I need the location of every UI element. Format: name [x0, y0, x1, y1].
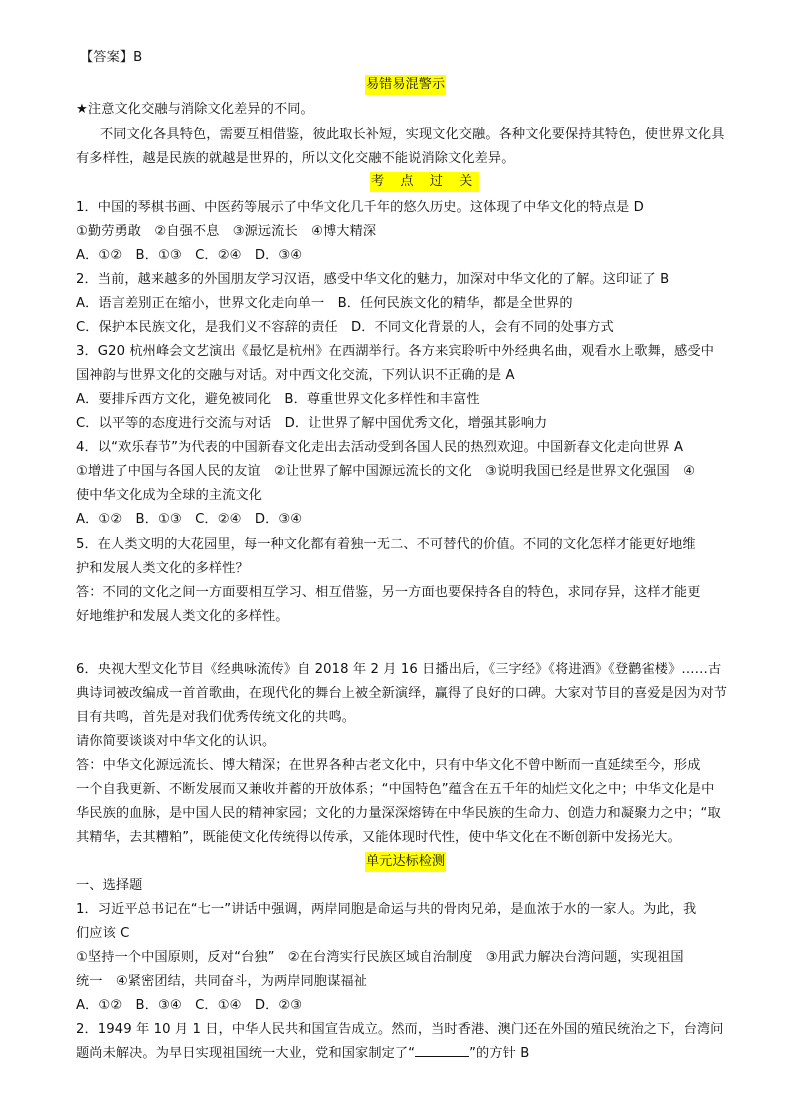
answer-6-cont: 其精华，去其糟粕”，既能使文化传统得以传承，又能体现时代性，使中华文化在不断创新中发扬光大。 [76, 830, 681, 845]
answer-6-cont: 一个自我更新、不断发展而又兼收并蓄的开放体系；“中国特色”蕴含在五千年的灿烂文化之中；中华文化是中 [76, 782, 715, 797]
test-question-1-options-numbered: ①坚持一个中国原则，反对“台独” ②在台湾实行民族区域自治制度 ③用武力解决台湾问题，实现祖国 [76, 950, 684, 965]
section-title-mistakes: 易错易混警示 [365, 75, 446, 95]
question-5-cont: 护和发展人类文化的多样性？ [76, 561, 249, 576]
question-1-choices: A．①② B．①③ C．②④ D．③④ [76, 248, 303, 263]
section-title-unit-test: 单元达标检测 [365, 852, 446, 872]
question-1: 1．中国的琴棋书画、中医药等展示了中华文化几千年的悠久历史。这体现了中华文化的特点是 D [76, 200, 644, 215]
answer-5-cont: 好地维护和发展人类文化的多样性。 [76, 609, 289, 624]
answer-6: 答：中华文化源远流长、博大精深；在世界各种古老文化中，只有中华文化不曾中断而一直延续至今，形成 [76, 758, 701, 773]
question-3-cont: 国神韵与世界文化的交融与对话。对中西文化交流，下列认识不正确的是 A [76, 368, 515, 383]
question-1-options-numbered: ①勤劳勇敢 ②自强不息 ③源远流长 ④博大精深 [76, 224, 377, 239]
test-question-1-cont: 们应该 C [76, 926, 130, 941]
question-5: 5．在人类文明的大花园里，每一种文化都有着独一无二、不可替代的价值。不同的文化怎样才能更好地维 [76, 537, 696, 552]
question-3-choices-ab: A．要排斥西方文化，避免被同化 B．尊重世界文化多样性和丰富性 [76, 392, 480, 407]
question-6-prompt: 请你简要谈谈对中华文化的认识。 [76, 734, 276, 749]
question-4: 4．以“欢乐春节”为代表的中国新春文化走出去活动受到各国人民的热烈欢迎。中国新春文化走向世界 A [76, 440, 684, 455]
test-question-2: 2．1949 年 10 月 1 日，中华人民共和国宣告成立。然而，当时香港、澳门还在外国的殖民统治之下，台湾问 [76, 1022, 724, 1037]
question-6: 6．央视大型文化节目《经典咏流传》自 2018 年 2 月 16 日播出后，《三字经》《将进酒》《登鹳雀楼》……古 [76, 662, 722, 677]
question-6-cont: 目有共鸣，首先是对我们优秀传统文化的共鸣。 [76, 710, 356, 725]
test-question-2-text: 题尚未解决。为早日实现祖国统一大业，党和国家制定了“ [76, 1046, 416, 1061]
answer-6-cont: 华民族的血脉，是中国人民的精神家园；文化的力量深深熔铸在中华民族的生命力、创造力和凝聚力之中；“取 [76, 806, 721, 821]
fill-in-blank [415, 1044, 469, 1057]
question-4-choices: A．①② B．①③ C．②④ D．③④ [76, 512, 303, 527]
test-question-2-tail: ”的方针 B [469, 1046, 530, 1061]
question-6-cont: 典诗词被改编成一首首歌曲，在现代化的舞台上被全新演绎，赢得了良好的口碑。大家对节目的喜爱是因为对节 [76, 686, 728, 701]
answer-line: 【答案】B [80, 50, 143, 65]
question-2-choices-ab: A．语言差别正在缩小，世界文化走向单一 B．任何民族文化的精华，都是全世界的 [76, 296, 573, 311]
answer-5: 答：不同的文化之间一方面要相互学习、相互借鉴，另一方面也要保持各自的特色，求同存异，这样才能更 [76, 585, 701, 600]
question-3-choices-cd: C．以平等的态度进行交流与对话 D．让世界了解中国优秀文化，增强其影响力 [76, 416, 548, 431]
question-4-options-cont: 使中华文化成为全球的主流文化 [76, 488, 263, 503]
question-4-options-numbered: ①增进了中国与各国人民的友谊 ②让世界了解中国源远流长的文化 ③说明我国已经是世界文化强国 ④ [76, 464, 696, 479]
test-question-2-cont [76, 1044, 736, 1064]
text-line: ★注意文化交融与消除文化差异的不同。 [76, 102, 314, 117]
question-3: 3．G20 杭州峰会文艺演出《最忆是杭州》在西湖举行。各方来宾聆听中外经典名曲，观看水上歌舞，感受中 [76, 344, 715, 359]
test-question-1-choices: A．①② B．③④ C．①④ D．②③ [76, 998, 303, 1013]
section-title-exam-points: 考 点 过 关 [370, 172, 479, 192]
test-question-1-options-cont: 统一 ④紧密团结，共同奋斗，为两岸同胞谋福祉 [76, 974, 367, 989]
text-line: 有多样性，越是民族的就越是世界的，所以文化交融不能说消除文化差异。 [76, 151, 515, 166]
question-2: 2．当前，越来越多的外国朋友学习汉语，感受中华文化的魅力，加深对中华文化的了解。这印证了 B [76, 272, 670, 287]
subsection-title: 一、选择题 [76, 878, 143, 893]
test-question-1: 1．习近平总书记在“七一”讲话中强调，两岸同胞是命运与共的骨肉兄弟，是血浓于水的一家人。为此，我 [76, 902, 697, 917]
question-2-choices-cd: C．保护本民族文化，是我们义不容辞的责任 D．不同文化背景的人，会有不同的处事方式 [76, 320, 614, 335]
text-line: 不同文化各具特色，需要互相借鉴，彼此取长补短，实现文化交融。各种文化要保持其特色，使世界文化具 [100, 127, 725, 142]
